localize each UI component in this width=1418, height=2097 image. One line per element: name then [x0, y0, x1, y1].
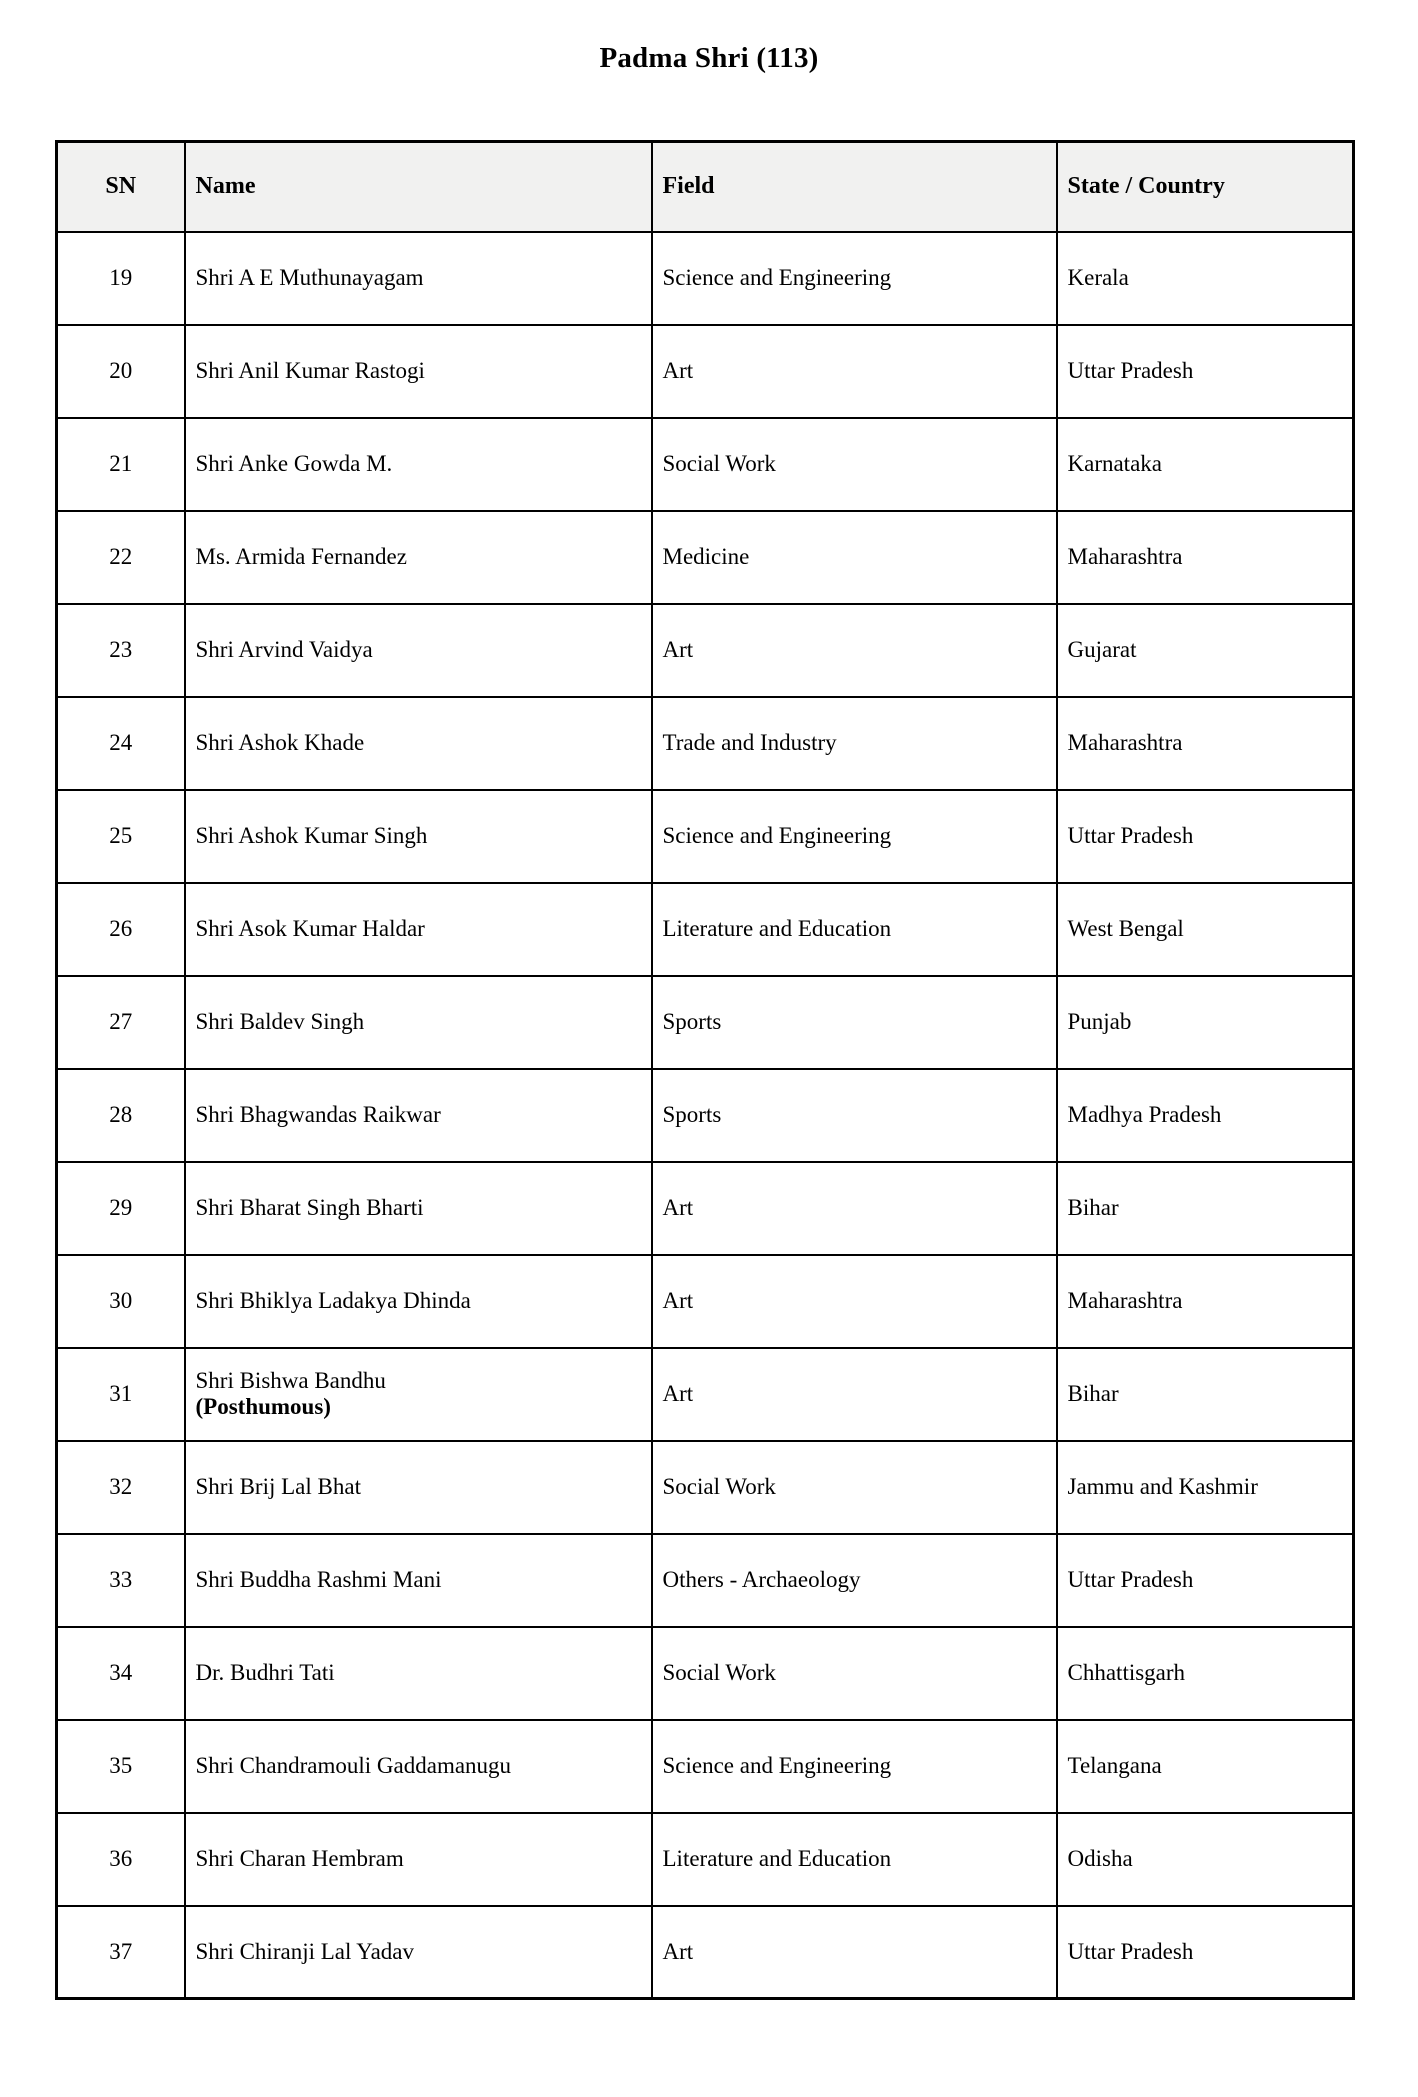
- state-cell: Uttar Pradesh: [1057, 325, 1354, 418]
- field-cell: Literature and Education: [652, 883, 1057, 976]
- name-cell: Shri Buddha Rashmi Mani: [185, 1534, 652, 1627]
- table-row: [57, 1069, 1354, 1162]
- table-row: [57, 1813, 1354, 1906]
- table-row: [57, 1534, 1354, 1627]
- state-cell: Uttar Pradesh: [1057, 790, 1354, 883]
- sn-cell: 25: [57, 790, 185, 883]
- header-name: Name: [185, 142, 652, 232]
- table-row: [57, 883, 1354, 976]
- state-cell: Punjab: [1057, 976, 1354, 1069]
- sn-cell: 29: [57, 1162, 185, 1255]
- name-cell: Shri Chandramouli Gaddamanugu: [185, 1720, 652, 1813]
- table-row: [57, 1348, 1354, 1441]
- awardee-name: Shri Bishwa Bandhu: [195, 1368, 386, 1393]
- table-row: [57, 1627, 1354, 1720]
- sn-cell: 35: [57, 1720, 185, 1813]
- sn-cell: 33: [57, 1534, 185, 1627]
- sn-cell: 36: [57, 1813, 185, 1906]
- name-cell: Ms. Armida Fernandez: [185, 511, 652, 604]
- table-row: [57, 790, 1354, 883]
- field-cell: Art: [652, 1255, 1057, 1348]
- sn-cell: 20: [57, 325, 185, 418]
- table-row: [57, 325, 1354, 418]
- field-cell: Art: [652, 325, 1057, 418]
- field-cell: Science and Engineering: [652, 790, 1057, 883]
- field-cell: Medicine: [652, 511, 1057, 604]
- state-cell: Bihar: [1057, 1348, 1354, 1441]
- sn-cell: 19: [57, 232, 185, 325]
- awards-table: [55, 140, 1355, 2000]
- table-row: [57, 511, 1354, 604]
- name-cell: Shri Asok Kumar Haldar: [185, 883, 652, 976]
- state-cell: Maharashtra: [1057, 1255, 1354, 1348]
- sn-cell: 32: [57, 1441, 185, 1534]
- table-row: [57, 418, 1354, 511]
- field-cell: Others - Archaeology: [652, 1534, 1057, 1627]
- state-cell: Karnataka: [1057, 418, 1354, 511]
- sn-cell: 22: [57, 511, 185, 604]
- field-cell: Social Work: [652, 418, 1057, 511]
- sn-cell: 30: [57, 1255, 185, 1348]
- state-cell: Chhattisgarh: [1057, 1627, 1354, 1720]
- sn-cell: 28: [57, 1069, 185, 1162]
- field-cell: Science and Engineering: [652, 1720, 1057, 1813]
- sn-cell: 37: [57, 1906, 185, 1999]
- state-cell: Telangana: [1057, 1720, 1354, 1813]
- field-cell: Trade and Industry: [652, 697, 1057, 790]
- table-body: [57, 232, 1354, 1999]
- field-cell: Art: [652, 1162, 1057, 1255]
- table-row: [57, 1162, 1354, 1255]
- state-cell: Maharashtra: [1057, 697, 1354, 790]
- state-cell: Uttar Pradesh: [1057, 1534, 1354, 1627]
- table-row: [57, 1906, 1354, 1999]
- state-cell: Madhya Pradesh: [1057, 1069, 1354, 1162]
- table-row: [57, 232, 1354, 325]
- state-cell: Gujarat: [1057, 604, 1354, 697]
- name-cell: Dr. Budhri Tati: [185, 1627, 652, 1720]
- field-cell: Social Work: [652, 1441, 1057, 1534]
- field-cell: Science and Engineering: [652, 232, 1057, 325]
- state-cell: Maharashtra: [1057, 511, 1354, 604]
- name-cell: Shri Charan Hembram: [185, 1813, 652, 1906]
- state-cell: Bihar: [1057, 1162, 1354, 1255]
- name-cell: Shri Bhiklya Ladakya Dhinda: [185, 1255, 652, 1348]
- field-cell: Literature and Education: [652, 1813, 1057, 1906]
- name-cell: Shri Anke Gowda M.: [185, 418, 652, 511]
- table-row: [57, 604, 1354, 697]
- name-cell: Shri Arvind Vaidya: [185, 604, 652, 697]
- table-row: [57, 1720, 1354, 1813]
- sn-cell: 34: [57, 1627, 185, 1720]
- header-field: Field: [652, 142, 1057, 232]
- name-cell: Shri A E Muthunayagam: [185, 232, 652, 325]
- table-row: [57, 697, 1354, 790]
- table-row: [57, 976, 1354, 1069]
- field-cell: Sports: [652, 976, 1057, 1069]
- sn-cell: 24: [57, 697, 185, 790]
- sn-cell: 23: [57, 604, 185, 697]
- field-cell: Sports: [652, 1069, 1057, 1162]
- state-cell: Jammu and Kashmir: [1057, 1441, 1354, 1534]
- page-title: Padma Shri (113): [599, 42, 819, 74]
- sn-cell: 31: [57, 1348, 185, 1441]
- state-cell: Uttar Pradesh: [1057, 1906, 1354, 1999]
- field-cell: Art: [652, 1906, 1057, 1999]
- sn-cell: 27: [57, 976, 185, 1069]
- header-sn: SN: [57, 142, 185, 232]
- name-cell: Shri Chiranji Lal Yadav: [185, 1906, 652, 1999]
- state-cell: West Bengal: [1057, 883, 1354, 976]
- sn-cell: 26: [57, 883, 185, 976]
- field-cell: Social Work: [652, 1627, 1057, 1720]
- field-cell: Art: [652, 604, 1057, 697]
- header-state: State / Country: [1057, 142, 1354, 232]
- table-row: [57, 1441, 1354, 1534]
- name-cell: Shri Ashok Khade: [185, 697, 652, 790]
- table-row: [57, 1255, 1354, 1348]
- posthumous-label: (Posthumous): [195, 1394, 331, 1419]
- field-cell: Art: [652, 1348, 1057, 1441]
- name-cell: Shri Brij Lal Bhat: [185, 1441, 652, 1534]
- name-cell: Shri Baldev Singh: [185, 976, 652, 1069]
- state-cell: Kerala: [1057, 232, 1354, 325]
- name-cell: Shri Ashok Kumar Singh: [185, 790, 652, 883]
- name-cell: Shri Anil Kumar Rastogi: [185, 325, 652, 418]
- sn-cell: 21: [57, 418, 185, 511]
- name-cell: Shri Bhagwandas Raikwar: [185, 1069, 652, 1162]
- name-cell: [185, 1348, 652, 1441]
- header-row: [57, 142, 1354, 232]
- name-cell: Shri Bharat Singh Bharti: [185, 1162, 652, 1255]
- state-cell: Odisha: [1057, 1813, 1354, 1906]
- table-header: [57, 142, 1354, 232]
